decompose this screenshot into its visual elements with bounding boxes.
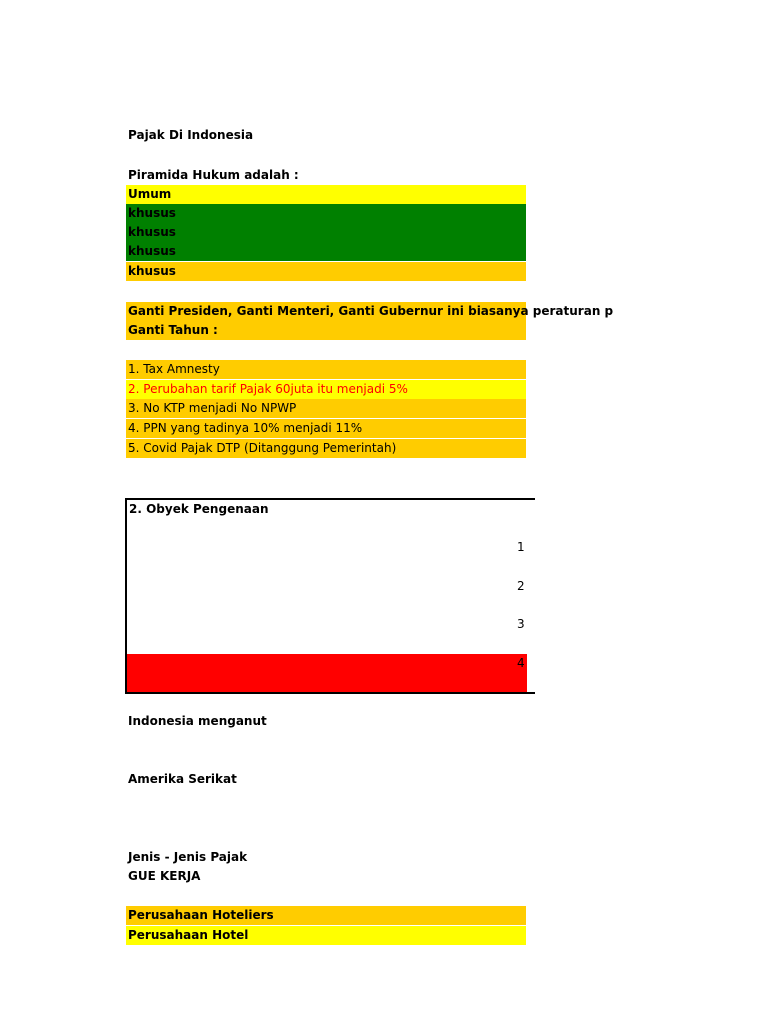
jenis-pajak-heading[interactable]: Jenis - Jenis Pajak — [128, 850, 248, 864]
change-line-2[interactable]: Ganti Tahun : — [126, 321, 526, 340]
objek-title[interactable]: 2. Obyek Pengenaan — [129, 502, 269, 516]
company-row-hoteliers[interactable]: Perusahaan Hoteliers — [126, 906, 526, 925]
company-row-hotel[interactable]: Perusahaan Hotel — [126, 926, 526, 945]
change-line-1[interactable]: Ganti Presiden, Ganti Menteri, Ganti Gubernur ini biasanya peraturan p — [126, 302, 526, 321]
objek-red-band[interactable] — [127, 654, 527, 692]
objek-number-4[interactable]: 4 — [517, 656, 525, 670]
indonesia-menganut[interactable]: Indonesia menganut — [128, 714, 267, 728]
objek-number-2[interactable]: 2 — [517, 579, 525, 593]
pyramid-row-umum[interactable]: Umum — [126, 185, 526, 204]
change-item-4[interactable]: 4. PPN yang tadinya 10% menjadi 11% — [126, 419, 526, 438]
change-item-1[interactable]: 1. Tax Amnesty — [126, 360, 526, 379]
change-item-3[interactable]: 3. No KTP menjadi No NPWP — [126, 399, 526, 418]
objek-pengenaan-box — [125, 498, 535, 694]
pyramid-heading[interactable]: Piramida Hukum adalah : — [128, 168, 299, 182]
objek-number-3[interactable]: 3 — [517, 617, 525, 631]
page-title[interactable]: Pajak Di Indonesia — [128, 128, 254, 142]
pyramid-row-khusus-3[interactable]: khusus — [126, 242, 526, 261]
gue-kerja[interactable]: GUE KERJA — [128, 869, 201, 883]
pyramid-row-khusus-4[interactable]: khusus — [126, 262, 526, 281]
pyramid-row-khusus-2[interactable]: khusus — [126, 223, 526, 242]
objek-number-1[interactable]: 1 — [517, 540, 525, 554]
change-item-5[interactable]: 5. Covid Pajak DTP (Ditanggung Pemerintah) — [126, 439, 526, 458]
amerika-serikat[interactable]: Amerika Serikat — [128, 772, 237, 786]
pyramid-row-khusus-1[interactable]: khusus — [126, 204, 526, 223]
change-item-2[interactable]: 2. Perubahan tarif Pajak 60juta itu menjadi 5% — [126, 380, 526, 399]
